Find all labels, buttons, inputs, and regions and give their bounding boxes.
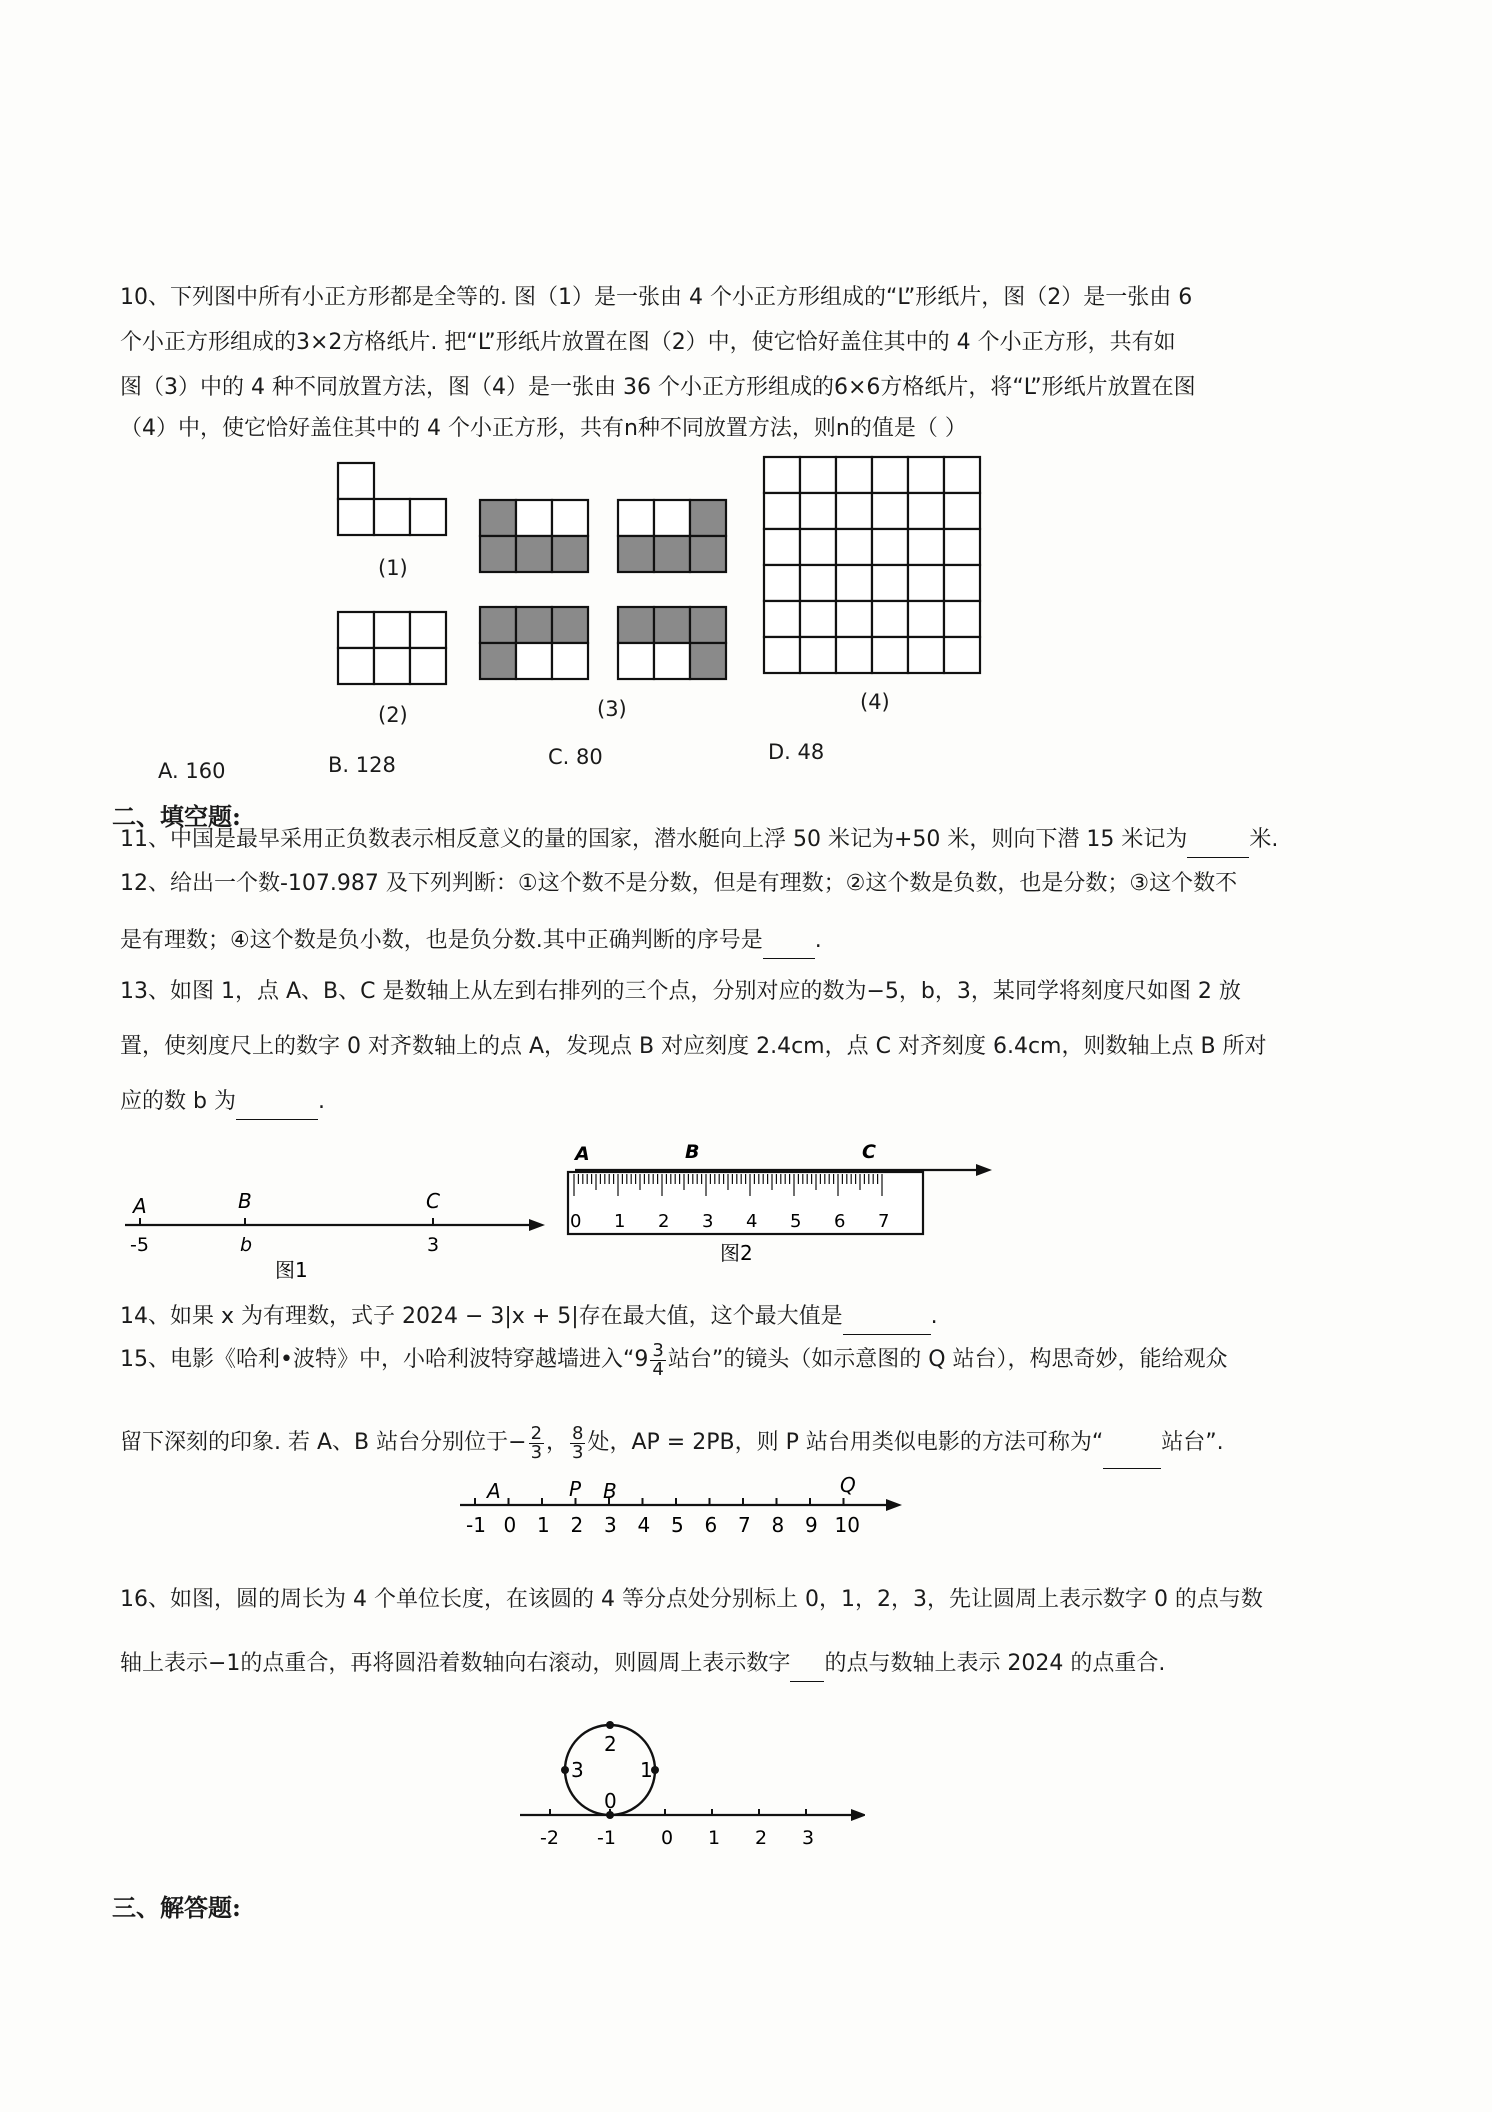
q12-tail: . — [814, 928, 822, 953]
grid-cell — [908, 529, 944, 565]
fig3-caption: (3) — [597, 697, 627, 721]
q11-tail: 米. — [1249, 827, 1279, 852]
section-solve-heading: 三、解答题: — [112, 1893, 241, 1922]
station-a-label: A — [487, 1479, 501, 1503]
axis-tick-label: 9 — [805, 1513, 818, 1537]
grid-cell — [908, 637, 944, 673]
q12-line-2 — [120, 924, 1260, 959]
point-b-label: B — [238, 1189, 252, 1213]
q16-line-2 — [120, 1647, 1260, 1682]
section-fill-blank-heading: 二、填空题: — [112, 802, 241, 831]
option-b: B. 128 — [328, 753, 396, 777]
q15-line-2d: 站台”. — [1161, 1430, 1224, 1455]
frac-2-3 — [529, 1422, 544, 1463]
q11-body: 11、中国是最早采用正负数表示相反意义的量的国家，潜水艇向上浮 50 米记为+50 米，则向下潜 15 米记为 — [120, 827, 1188, 852]
ruler-label-0: 0 — [570, 1211, 582, 1232]
grid-cell — [764, 601, 800, 637]
axis-tick-label: 1 — [537, 1513, 550, 1537]
q14-tail: . — [930, 1304, 938, 1329]
grid-cell — [836, 601, 872, 637]
point-c-label: C — [426, 1189, 440, 1213]
fig2-caption: (2) — [378, 703, 408, 727]
ruler-label-1: 1 — [614, 1211, 626, 1232]
grid-cell — [764, 565, 800, 601]
frac-8-3-den: 3 — [572, 1441, 584, 1463]
q13-answer-blank — [236, 1085, 318, 1120]
q11-text — [120, 823, 1279, 858]
q15-line-1a: 15、电影《哈利•波特》中，小哈利波特穿越墙进入“9 — [120, 1347, 649, 1372]
axis-label-neg1: -1 — [597, 1827, 616, 1849]
ruler-point-a: A — [575, 1143, 590, 1165]
q12-line-1: 12、给出一个数-107.987 及下列判断：①这个数不是分数，但是有理数；②这个数是负数，也是分数；③这个数不 — [120, 871, 1238, 896]
ruler-label-7: 7 — [878, 1211, 890, 1232]
frac-3-4 — [650, 1339, 665, 1380]
grid-cell — [800, 637, 836, 673]
grid-cell — [764, 457, 800, 493]
ruler-point-b: B — [685, 1141, 700, 1163]
circle-label-3: 3 — [571, 1758, 584, 1782]
axis-tick-label: -1 — [466, 1513, 486, 1537]
axis-tick-label: 3 — [604, 1513, 617, 1537]
frac-8-3-num: 8 — [572, 1422, 584, 1444]
grid-cell — [908, 493, 944, 529]
q10-line-4: （4）中，使它恰好盖住其中的 4 个小正方形，共有n种不同放置方法，则n的值是（ ） — [120, 416, 967, 441]
l-shape-figure — [338, 463, 446, 535]
grid-cell — [764, 493, 800, 529]
axis-tick-label: 4 — [637, 1513, 651, 1537]
grid-cell — [800, 529, 836, 565]
ruler-point-c: C — [862, 1141, 876, 1163]
q16-answer-blank — [790, 1647, 824, 1682]
station-p-label: P — [569, 1477, 582, 1501]
grid-cell — [908, 457, 944, 493]
axis-label-3: 3 — [802, 1827, 815, 1849]
q10-line-3: 图（3）中的 4 种不同放置方法，图（4）是一张由 36 个小正方形组成的6×6方格纸片，将“L”形纸片放置在图 — [120, 375, 1196, 400]
axis-tick-label: 6 — [704, 1513, 718, 1537]
grid-cell — [944, 565, 980, 601]
frac-8-3 — [570, 1422, 585, 1463]
grid-cell — [944, 493, 980, 529]
q15-line-2c: 处，AP = 2PB，则 P 站台用类似电影的方法可称为“ — [587, 1430, 1104, 1455]
station-b-label: B — [603, 1479, 617, 1503]
placement-3 — [480, 607, 588, 679]
point-a-value: -5 — [130, 1234, 149, 1256]
grid-cell — [836, 493, 872, 529]
q16-line-2b: 的点与数轴上表示 2024 的点重合. — [824, 1651, 1166, 1676]
q15-line-1b: 站台”的镜头（如示意图的 Q 站台），构思奇妙，能给观众 — [667, 1347, 1228, 1372]
grid-cell — [944, 637, 980, 673]
q15-line-1 — [120, 1335, 1260, 1385]
grid-cell — [872, 601, 908, 637]
fig1-caption-13: 图1 — [275, 1258, 308, 1282]
q13-figure-1 — [115, 1185, 555, 1295]
ruler-label-3: 3 — [702, 1211, 714, 1232]
axis-tick-label: 5 — [671, 1513, 684, 1537]
grid-cell — [836, 637, 872, 673]
circle-label-0: 0 — [604, 1789, 617, 1813]
q16-line-1: 16、如图，圆的周长为 4 个单位长度，在该圆的 4 等分点处分别标上 0，1，2，3，先让圆周上表示数字 0 的点与数 — [120, 1587, 1263, 1612]
grid-cell — [908, 565, 944, 601]
axis-tick-label: 2 — [570, 1513, 584, 1537]
station-q-label: Q — [840, 1473, 856, 1497]
axis-tick-label: 7 — [738, 1513, 751, 1537]
grid-cell — [872, 565, 908, 601]
q15-answer-blank — [1103, 1418, 1161, 1469]
axis-tick-label: 0 — [503, 1513, 517, 1537]
point-c-value: 3 — [427, 1234, 440, 1256]
q13-line-3-body: 应的数 b 为 — [120, 1089, 236, 1114]
point-b-value: b — [240, 1234, 253, 1256]
q16-line-2a: 轴上表示−1的点重合，再将圆沿着数轴向右滚动，则圆周上表示数字 — [120, 1651, 791, 1676]
q13-line-2: 置，使刻度尺上的数字 0 对齐数轴上的点 A，发现点 B 对应刻度 2.4cm，点 C 对齐刻度 6.4cm，则数轴上点 B 所对 — [120, 1034, 1267, 1059]
circle-label-1: 1 — [640, 1758, 653, 1782]
grid-cell — [836, 529, 872, 565]
option-d: D. 48 — [768, 740, 825, 764]
fig4-caption: (4) — [860, 690, 890, 714]
q14-body: 14、如果 x 为有理数，式子 2024 − 3|x + 5|存在最大值，这个最大值是 — [120, 1304, 843, 1329]
grid-6x6-figure — [764, 457, 980, 673]
grid-cell — [872, 529, 908, 565]
placement-4 — [618, 607, 726, 679]
q16-figure — [515, 1712, 865, 1862]
grid-cell — [908, 601, 944, 637]
fig1-caption: (1) — [378, 556, 408, 580]
q15-line-2a: 留下深刻的印象. 若 A、B 站台分别位于− — [120, 1430, 527, 1455]
q13-line-1: 13、如图 1，点 A、B、C 是数轴上从左到右排列的三个点，分别对应的数为−5，b，3，某同学将刻度尺如图 2 放 — [120, 979, 1241, 1004]
q13-figure-2 — [560, 1130, 1010, 1280]
fig2-caption-13: 图2 — [720, 1241, 753, 1265]
grid-cell — [836, 457, 872, 493]
frac-2-3-den: 3 — [530, 1441, 543, 1463]
q10-figures — [330, 455, 1030, 715]
q15-line-2 — [120, 1418, 1260, 1469]
q12-answer-blank — [763, 924, 815, 959]
axis-label-neg2: -2 — [540, 1827, 559, 1849]
grid-cell — [944, 457, 980, 493]
grid-cell — [800, 457, 836, 493]
grid-cell — [800, 601, 836, 637]
grid-cell — [800, 493, 836, 529]
grid-cell — [944, 601, 980, 637]
axis-tick-label: 10 — [834, 1513, 860, 1537]
ruler-label-4: 4 — [746, 1211, 758, 1232]
arrow-head — [529, 1219, 545, 1231]
grid-3x2-figure — [338, 612, 446, 684]
ruler-label-5: 5 — [790, 1211, 802, 1232]
ruler-label-2: 2 — [658, 1211, 670, 1232]
q11-answer-blank — [1187, 823, 1249, 858]
q15-line-2b: ， — [546, 1430, 569, 1455]
q15-number-line — [450, 1470, 910, 1560]
option-c: C. 80 — [548, 745, 603, 769]
frac-2-3-num: 2 — [530, 1422, 543, 1444]
ruler-label-6: 6 — [834, 1211, 846, 1232]
grid-cell — [800, 565, 836, 601]
placement-1 — [480, 500, 588, 572]
grid-cell — [872, 457, 908, 493]
frac-3-4-num: 3 — [652, 1339, 664, 1361]
axis-label-2: 2 — [755, 1827, 768, 1849]
grid-cell — [872, 493, 908, 529]
grid-cell — [764, 637, 800, 673]
q10-line-2: 个小正方形组成的3×2方格纸片. 把“L”形纸片放置在图（2）中，使它恰好盖住其中的 4 个小正方形，共有如 — [120, 330, 1176, 355]
grid-cell — [944, 529, 980, 565]
q13-line-3 — [120, 1085, 1260, 1120]
option-a: A. 160 — [158, 759, 226, 783]
grid-cell — [872, 637, 908, 673]
grid-cell — [836, 565, 872, 601]
q12-line-2-body: 是有理数；④这个数是负小数，也是负分数.其中正确判断的序号是 — [120, 928, 763, 953]
q14-text — [120, 1300, 1260, 1335]
grid-cell — [764, 529, 800, 565]
circle-label-2: 2 — [604, 1732, 617, 1756]
frac-3-4-den: 4 — [652, 1358, 664, 1380]
axis-tick-label: 8 — [771, 1513, 785, 1537]
axis-label-0: 0 — [661, 1827, 674, 1849]
q10-line-1: 10、下列图中所有小正方形都是全等的. 图（1）是一张由 4 个小正方形组成的“L”形纸片，图（2）是一张由 6 — [120, 285, 1193, 310]
q14-answer-blank — [843, 1300, 931, 1335]
placement-2 — [618, 500, 726, 572]
q13-tail: . — [317, 1089, 325, 1114]
point-a-label: A — [133, 1194, 147, 1218]
axis-label-1: 1 — [708, 1827, 721, 1849]
